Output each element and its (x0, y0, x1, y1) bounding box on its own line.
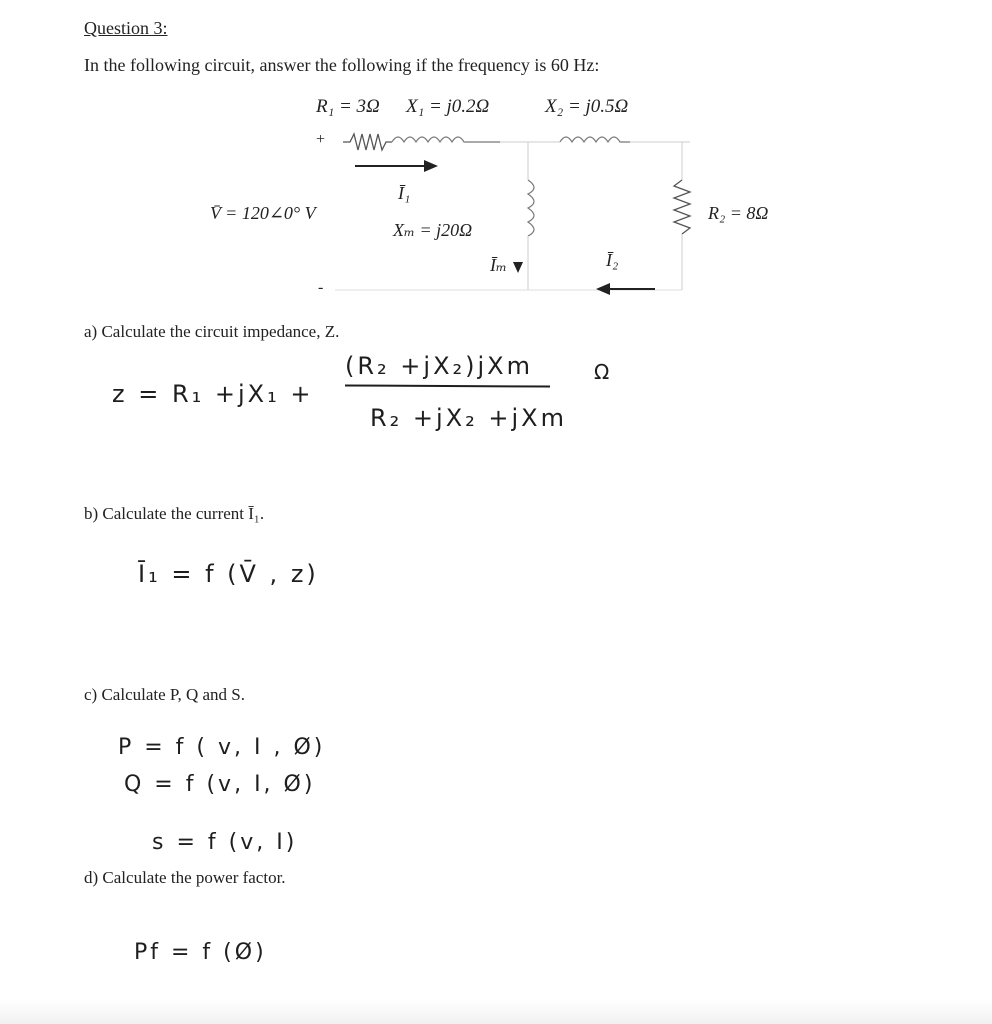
part-d-answer: Pf = f (Ø) (134, 940, 267, 965)
minus-sign: - (318, 279, 324, 296)
part-a-answer-lhs: z = R₁ +jX₁ + (112, 380, 314, 408)
part-b-answer: Ī₁ = f (V̄ , z) (138, 560, 319, 588)
part-d-prompt: d) Calculate the power factor. (84, 868, 286, 887)
part-a-answer-denominator: R₂ +jX₂ +jXm (370, 404, 567, 432)
part-a-answer-numerator: (R₂ +jX₂)jXm (345, 352, 533, 380)
part-c-prompt: c) Calculate P, Q and S. (84, 685, 245, 704)
part-c-answer-p: P = f ( v, I , Ø) (118, 735, 326, 760)
fraction-bar (345, 384, 550, 387)
resistor-r2-icon (674, 180, 690, 234)
part-b-prompt: b) Calculate the current Ī₁. (84, 504, 265, 523)
page-bottom-shadow (0, 1000, 992, 1024)
resistor-r1-icon (343, 134, 392, 150)
r2-label: R₂ = 8Ω (708, 203, 769, 223)
i1-label: Ī₁ (398, 183, 411, 203)
question-title: Question 3: (84, 18, 168, 38)
i2-arrow-icon (596, 283, 655, 295)
question-intro: In the following circuit, answer the following if the frequency is 60 Hz: (84, 55, 600, 75)
x2-label: X₂ = j0.5Ω (545, 96, 629, 117)
im-arrow-icon (513, 262, 523, 273)
source-voltage-label: V̄ = 120∠0° V (210, 203, 316, 223)
i2-label: Ī₂ (606, 250, 619, 270)
part-a-prompt: a) Calculate the circuit impedance, Z. (84, 322, 340, 341)
part-a-answer-unit: Ω (594, 360, 613, 384)
x1-label: X₁ = j0.2Ω (406, 96, 490, 117)
i1-arrow-icon (355, 160, 438, 172)
plus-sign: + (316, 131, 326, 148)
im-label: Īₘ (490, 255, 508, 275)
inductor-x2-icon (560, 137, 630, 142)
inductor-xm-icon (528, 180, 534, 236)
inductor-x1-icon (392, 137, 500, 142)
part-c-answer-s: s = f (v, I) (152, 830, 298, 855)
part-c-answer-q: Q = f (v, I, Ø) (124, 772, 316, 797)
r1-label: R₁ = 3Ω (316, 96, 380, 117)
xm-label: Xₘ = j20Ω (393, 220, 473, 240)
